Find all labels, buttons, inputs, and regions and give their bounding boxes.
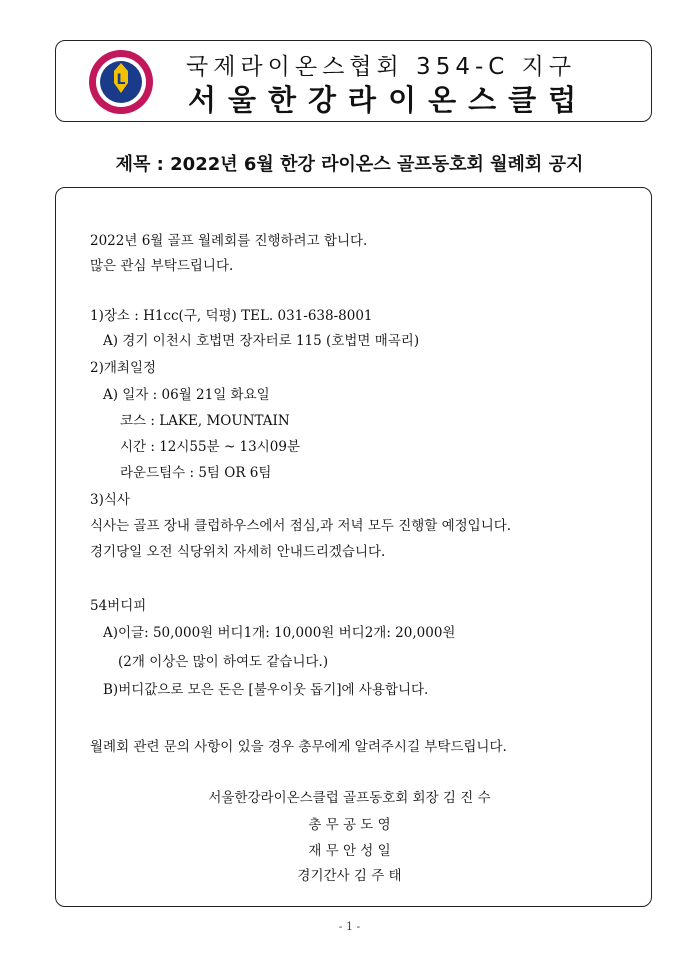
district-title: 국제라이온스협회 354-C 지구	[186, 54, 577, 80]
schedule-course: 코스 : LAKE, MOUNTAIN	[120, 413, 290, 429]
signature-manager: 경기간사 김 주 태	[297, 868, 402, 884]
signature-treasurer: 재 무 안 성 일	[308, 843, 391, 859]
signature-president: 서울한강라이온스클럽 골프동호회 회장 김 진 수	[208, 790, 491, 806]
schedule-heading: 2)개최일정	[90, 360, 157, 376]
meal-heading: 3)식사	[90, 492, 130, 508]
club-title: 서울한강라이온스클럽	[188, 83, 589, 117]
birdie-note: (2개 이상은 많이 하여도 같습니다.)	[118, 654, 329, 670]
schedule-teams: 라운드팀수 : 5팀 OR 6팀	[120, 465, 272, 481]
lions-logo	[88, 49, 154, 115]
svg-text:L: L	[116, 72, 126, 88]
meal-line-1: 식사는 골프 장내 클럽하우스에서 점심,과 저녁 모두 진행할 예정입니다.	[90, 518, 512, 534]
birdie-heading: 54버디피	[90, 598, 147, 614]
intro-line-2: 많은 관심 부탁드립니다.	[90, 258, 234, 274]
birdie-fees: A)이글: 50,000원 버디1개: 10,000원 버디2개: 20,000원	[103, 625, 456, 641]
closing-line: 월례회 관련 문의 사항이 있을 경우 총무에게 알려주시길 부탁드립니다.	[90, 739, 507, 755]
venue-address: A) 경기 이천시 호법면 장자터로 115 (호법면 매곡리)	[103, 333, 420, 349]
birdie-donation: B)버디값으로 모은 돈은 [불우이웃 돕기]에 사용합니다.	[103, 682, 429, 698]
meal-line-2: 경기당일 오전 식당위치 자세히 안내드리겠습니다.	[90, 544, 386, 560]
intro-line-1: 2022년 6월 골프 월례회를 진행하려고 합니다.	[90, 233, 368, 249]
venue-line: 1)장소 : H1cc(구, 덕평) TEL. 031-638-8001	[90, 308, 373, 324]
schedule-time: 시간 : 12시55분 ~ 13시09분	[120, 439, 300, 455]
signature-secretary: 총 무 공 도 영	[308, 817, 391, 833]
subject-title: 제목 : 2022년 6월 한강 라이온스 골프동호회 월례회 공지	[115, 154, 584, 175]
page-number: - 1 -	[338, 920, 361, 933]
schedule-date: A) 일자 : 06월 21일 화요일	[103, 387, 270, 403]
